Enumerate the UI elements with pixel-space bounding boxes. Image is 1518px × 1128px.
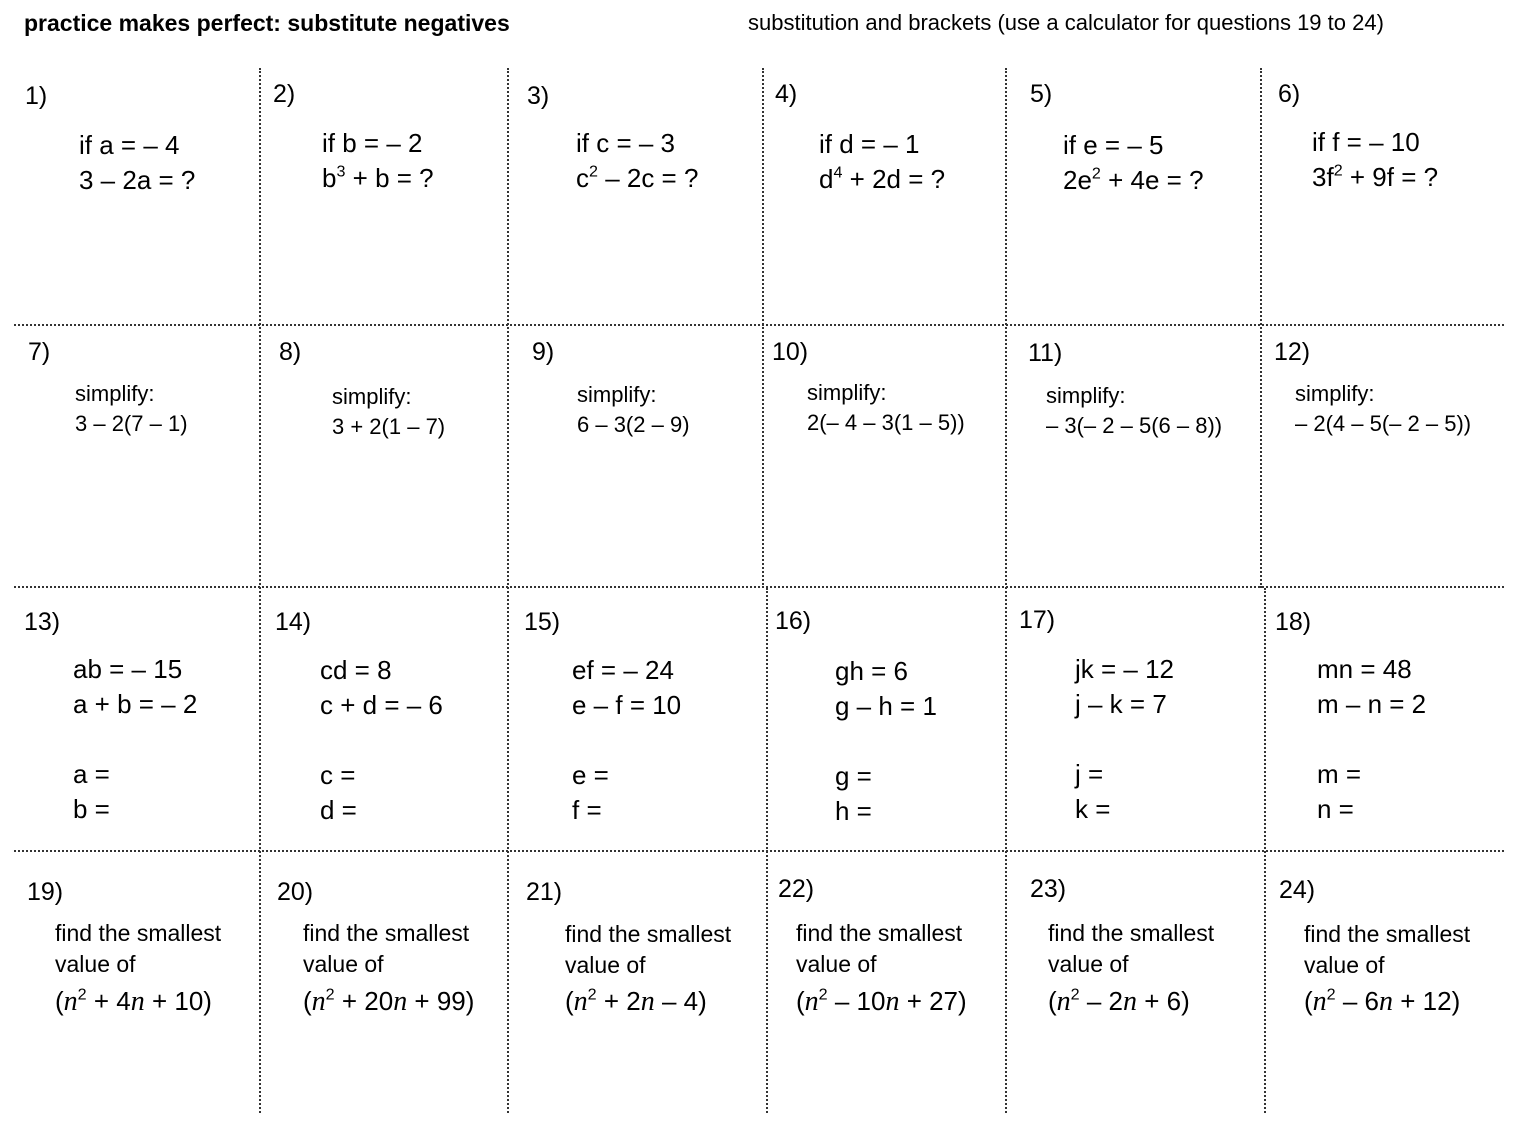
question-number: 15) — [524, 608, 561, 636]
row-divider — [14, 586, 1504, 588]
given-value: if a = – 4 — [79, 130, 180, 160]
given-value: if d = – 1 — [819, 129, 920, 159]
question-number: 10) — [772, 338, 809, 366]
product-clue: ef = – 24 — [572, 655, 674, 685]
substitution-question — [79, 128, 195, 198]
instruction: find the smallest value of — [796, 920, 963, 977]
column-divider — [1005, 68, 1007, 1113]
combination-clue: e – f = 10 — [572, 690, 682, 720]
answer-label: c = — [320, 760, 356, 790]
column-divider — [507, 68, 509, 1113]
simultaneous-question — [73, 652, 197, 827]
column-divider — [766, 588, 768, 1113]
instruction: simplify: — [1295, 381, 1375, 406]
answer-label: d = — [320, 795, 357, 825]
answer-label: b = — [73, 794, 110, 824]
expression: 6 – 3(2 – 9) — [577, 412, 690, 437]
simplify-question — [807, 378, 965, 438]
question-number: 5) — [1030, 80, 1053, 108]
quadratic-expression: $(n^2 + 4n + 10)$ — [55, 985, 212, 1017]
given-value: if b = – 2 — [322, 128, 423, 158]
instruction: simplify: — [1046, 383, 1126, 408]
simultaneous-question — [572, 653, 681, 828]
substitution-question — [576, 126, 698, 196]
column-divider — [1260, 68, 1262, 588]
question-number: 1) — [25, 82, 48, 110]
question-number: 13) — [24, 608, 61, 636]
question-number: 16) — [775, 607, 812, 635]
expression: $b^3 + b$ = ? — [322, 162, 434, 193]
expression: 3 + 2(1 – 7) — [332, 414, 446, 439]
product-clue: gh = 6 — [835, 656, 909, 686]
expression: $2e^2 + 4e$ = ? — [1063, 164, 1204, 195]
question-number: 17) — [1019, 606, 1056, 634]
question-number: 2) — [273, 80, 296, 108]
instruction: find the smallest value of — [303, 920, 470, 977]
expression: – 2(4 – 5(– 2 – 5)) — [1295, 411, 1472, 436]
answer-label: g = — [835, 761, 872, 791]
expression: 2(– 4 – 3(1 – 5)) — [807, 410, 965, 435]
product-clue: ab = – 15 — [73, 654, 183, 684]
question-number: 3) — [527, 82, 550, 110]
column-divider — [259, 68, 261, 1113]
row-divider — [14, 850, 1504, 852]
given-value: if c = – 3 — [576, 128, 675, 158]
simplify-question — [75, 379, 188, 439]
simplify-question — [577, 380, 690, 440]
expression: 3 – 2(7 – 1) — [75, 411, 188, 436]
row-divider — [14, 324, 1504, 326]
question-number: 18) — [1275, 608, 1312, 636]
simplify-question — [332, 382, 445, 442]
given-value: if f = – 10 — [1312, 127, 1420, 157]
combination-clue: g – h = 1 — [835, 691, 937, 721]
page-title: practice makes perfect: substitute negatives — [24, 10, 510, 36]
simultaneous-question — [1317, 652, 1426, 827]
quadratic-expression: $(n^2 + 2n - 4)$ — [565, 985, 707, 1017]
question-number: 24) — [1279, 876, 1316, 904]
answer-label: a = — [73, 759, 110, 789]
answer-label: n = — [1317, 794, 1354, 824]
product-clue: mn = 48 — [1317, 654, 1412, 684]
quadratic-expression: $(n^2 - 6n + 12)$ — [1304, 985, 1461, 1017]
answer-label: f = — [572, 795, 602, 825]
quadratic-expression: $(n^2 - 2n + 6)$ — [1048, 985, 1190, 1017]
quadratic-expression: $(n^2 + 20n + 99)$ — [303, 985, 475, 1017]
instruction: find the smallest value of — [565, 921, 732, 978]
answer-label: h = — [835, 796, 872, 826]
given-value: if e = – 5 — [1063, 130, 1164, 160]
question-number: 6) — [1278, 80, 1301, 108]
instruction: simplify: — [332, 384, 412, 409]
question-number: 19) — [27, 878, 64, 906]
column-divider — [762, 68, 764, 588]
quadratic-expression: $(n^2 - 10n + 27)$ — [796, 985, 967, 1017]
product-clue: jk = – 12 — [1075, 654, 1175, 684]
answer-label: m = — [1317, 759, 1362, 789]
substitution-question — [322, 126, 434, 196]
combination-clue: a + b = – 2 — [73, 689, 198, 719]
question-number: 7) — [28, 338, 51, 366]
expression: – 3(– 2 – 5(6 – 8)) — [1046, 413, 1223, 438]
answer-label: j = — [1075, 759, 1104, 789]
question-number: 9) — [532, 338, 555, 366]
simultaneous-question — [320, 653, 443, 828]
instruction: find the smallest value of — [1048, 920, 1215, 977]
substitution-question — [1312, 125, 1438, 195]
expression: $c^2 - 2c$ = ? — [576, 162, 699, 193]
question-number: 21) — [526, 878, 563, 906]
question-number: 12) — [1274, 338, 1311, 366]
question-number: 23) — [1030, 875, 1067, 903]
simultaneous-question — [1075, 652, 1174, 827]
question-number: 4) — [775, 80, 798, 108]
combination-clue: m – n = 2 — [1317, 689, 1427, 719]
product-clue: cd = 8 — [320, 655, 392, 685]
page-subtitle: substitution and brackets (use a calculator for questions 19 to 24) — [748, 10, 1384, 35]
simplify-question — [1295, 379, 1471, 439]
substitution-question — [819, 127, 945, 197]
question-number: 22) — [778, 875, 815, 903]
substitution-question — [1063, 128, 1204, 198]
instruction: find the smallest value of — [55, 920, 222, 977]
combination-clue: j – k = 7 — [1075, 689, 1167, 719]
instruction: find the smallest value of — [1304, 921, 1471, 978]
simplify-question — [1046, 381, 1222, 441]
combination-clue: c + d = – 6 — [320, 690, 443, 720]
answer-label: e = — [572, 760, 609, 790]
question-number: 14) — [275, 608, 312, 636]
answer-label: k = — [1075, 794, 1111, 824]
column-divider — [1264, 588, 1266, 1113]
simultaneous-question — [835, 654, 937, 829]
instruction: simplify: — [75, 381, 155, 406]
question-number: 11) — [1028, 339, 1063, 367]
question-number: 20) — [277, 878, 314, 906]
instruction: simplify: — [807, 380, 887, 405]
expression: $d^4 + 2d$ = ? — [819, 163, 946, 194]
expression: 3 – 2a = ? — [79, 165, 196, 195]
instruction: simplify: — [577, 382, 657, 407]
question-number: 8) — [279, 338, 302, 366]
expression: $3f^2 + 9f$ = ? — [1312, 161, 1439, 192]
